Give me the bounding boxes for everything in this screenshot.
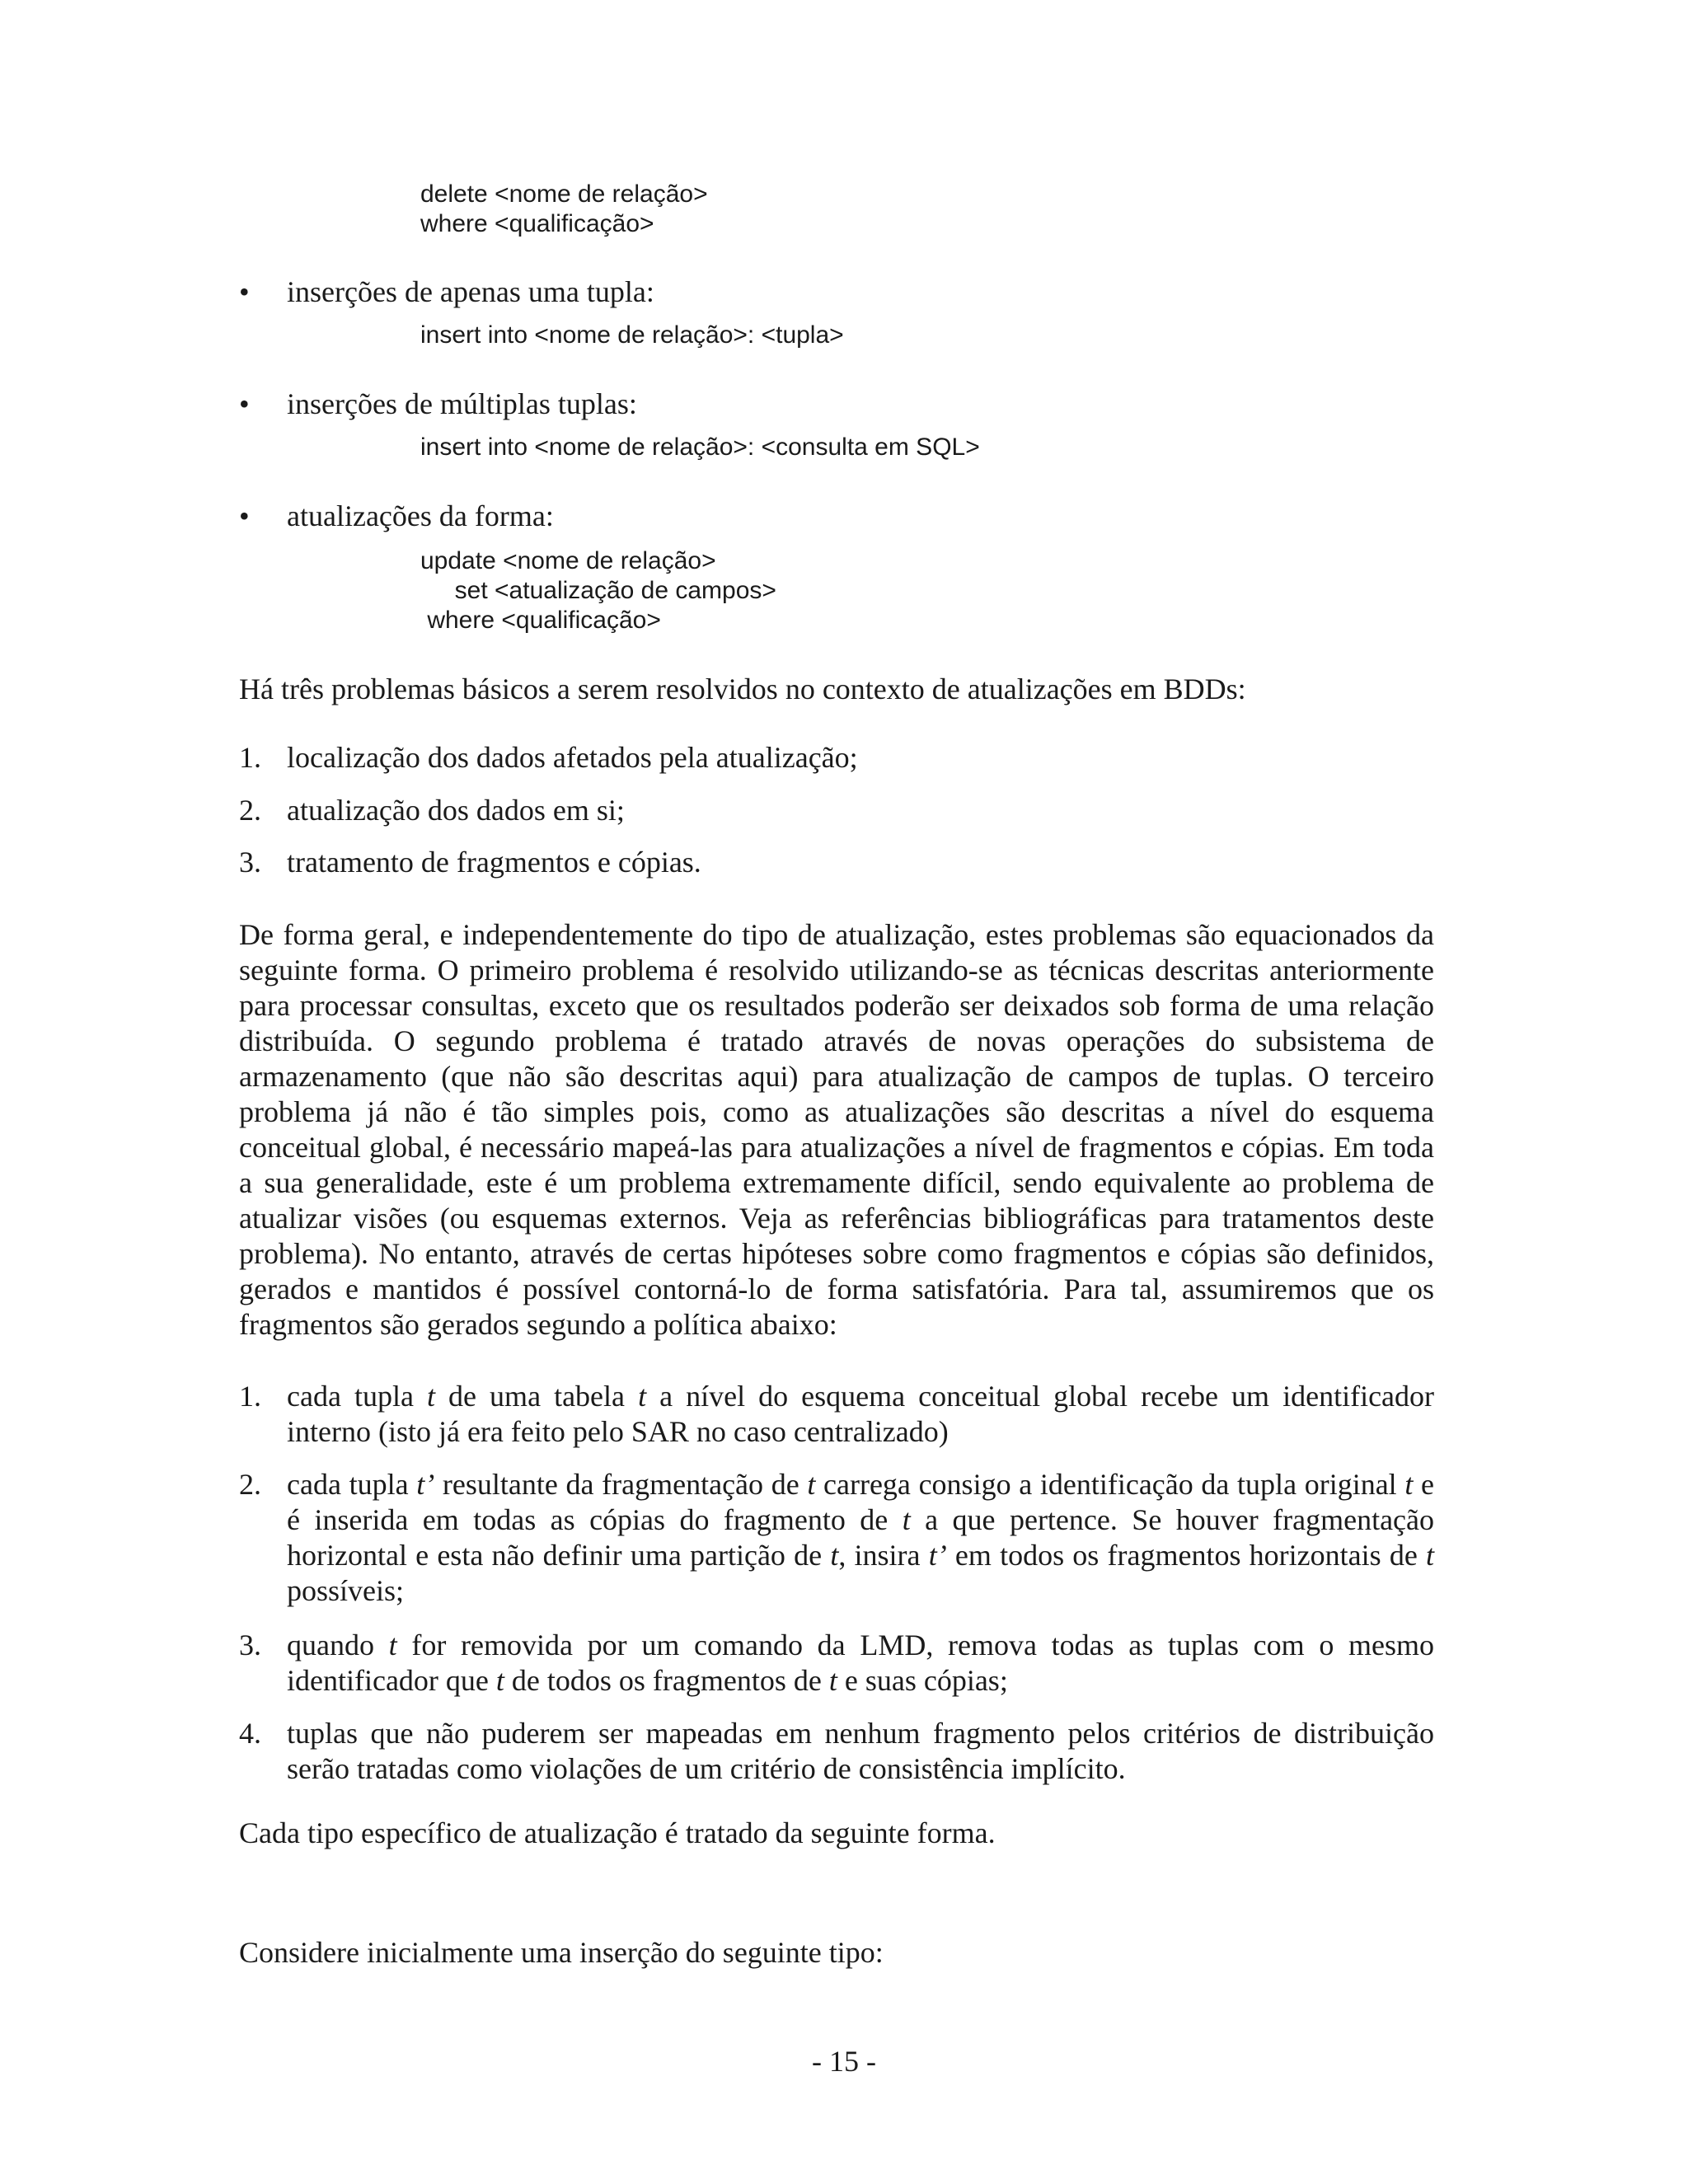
policy-text [287,1628,1434,1699]
text-run: tuplas que não puderem ser mapeadas em nenhum fragmento pelos critérios de distribuição serão tratadas como violações de um critério de consistência implícito. [287,1717,1434,1785]
policy-text [287,1467,1434,1609]
update-code-block: update <nome de relação> set <atualização de campos> where <qualificação> [420,547,776,634]
text-run: e é inserida em todas as cópias do fragmento de [287,1468,1434,1536]
delete-code-block: delete <nome de relação> where <qualificação> [420,180,708,237]
problem-item [239,793,1434,828]
text-run: cada tupla [287,1380,427,1413]
problem-number: 3. [239,846,261,879]
bullet-symbol: • [239,275,250,308]
text-run: for removida por um comando da LMD, remova todas as tuplas com o mesmo identificador que [287,1629,1434,1697]
text-run: quando [287,1629,389,1661]
problem-text: atualização dos dados em si; [287,794,625,827]
text-run: possíveis; [287,1574,405,1607]
bullet-item-multi-insert [239,387,1459,422]
text-run: cada tupla [287,1468,417,1501]
problem-item [239,740,1434,776]
policy-text [287,1716,1434,1787]
text-run: , insira [838,1539,929,1572]
insert-multi-code: insert into <nome de relação>: <consulta em SQL> [420,434,980,461]
variable-symbol: t [638,1380,647,1413]
closing-paragraph-1: Cada tipo específico de atualização é tratado da seguinte forma. [239,1816,996,1849]
variable-symbol: t [902,1503,911,1536]
problem-text: localização dos dados afetados pela atualização; [287,741,858,774]
text-run: em todos os fragmentos horizontais de [946,1539,1426,1572]
problems-intro: Há três problemas básicos a serem resolvidos no contexto de atualizações em BDDs: [239,673,1246,705]
bullet-item-label: atualizações da forma: [287,499,554,532]
variable-symbol: t [1404,1468,1414,1501]
variable-symbol: t [427,1380,436,1413]
bullet-item-label: inserções de apenas uma tupla: [287,275,654,308]
policy-text [287,1379,1434,1450]
closing-paragraph-2: Considere inicialmente uma inserção do seguinte tipo: [239,1936,884,1969]
policy-number: 1. [239,1380,261,1413]
variable-symbol: t [830,1539,839,1572]
variable-symbol: t’ [928,1539,947,1572]
bullet-item-label: inserções de múltiplas tuplas: [287,387,637,420]
text-run: de uma tabela [435,1380,639,1413]
variable-symbol: t [1426,1539,1435,1572]
insert-single-code: insert into <nome de relação>: <tupla> [420,321,844,349]
page-number: - 15 - [812,2045,876,2078]
variable-symbol: t [807,1468,816,1501]
variable-symbol: t’ [416,1468,435,1501]
text-run: carrega consigo a identificação da tupla original [815,1468,1405,1501]
text-run: e suas cópias; [837,1664,1008,1697]
variable-symbol: t [495,1664,504,1697]
bullet-symbol: • [239,499,250,532]
policy-number: 2. [239,1468,261,1501]
text-run: resultante da fragmentação de [434,1468,808,1501]
variable-symbol: t [388,1629,397,1661]
problem-item [239,845,1434,880]
bullet-item-single-insert [239,274,1459,310]
text-run: a nível do esquema conceitual global recebe um identificador interno (isto já era feito pelo SAR no caso centralizado) [287,1380,1435,1448]
bullet-item-update [239,499,1459,534]
variable-symbol: t [828,1664,837,1697]
policy-number: 4. [239,1717,261,1750]
problem-number: 1. [239,741,261,774]
problem-number: 2. [239,794,261,827]
policy-number: 3. [239,1629,261,1661]
problem-text: tratamento de fragmentos e cópias. [287,846,701,879]
bullet-symbol: • [239,387,250,420]
main-paragraph: De forma geral, e independentemente do tipo de atualização, estes problemas são equacionados da seguinte forma. O primeiro problema é resolvido utilizando-se as técnicas descritas anteriormente para processar consultas, exceto que os resultados poderão ser deixados sob forma de uma relação distribuída. O segundo problema é tratado através de novas operações do subsistema de armazenamento (que não são descritas aqui) para atualização de campos de tuplas. O terceiro problema já não é tão simples pois, como as atualizações são descritas a nível do esquema conceitual global, é necessário mapeá-las para atualizações a nível de fragmentos e cópias. Em toda a sua generalidade, este é um problema extremamente difícil, sendo equivalente ao problema de atualizar visões (ou esquemas externos. Veja as referências bibliográficas para tratamentos deste problema). No entanto, através de certas hipóteses sobre como fragmentos e cópias são definidos, gerados e mantidos é possível contorná-lo de forma satisfatória. Para tal, assumiremos que os fragmentos são gerados segundo a política abaixo: [239,918,1434,1341]
text-run: a que pertence. Se houver fragmentação horizontal e esta não definir uma partição de [287,1503,1435,1572]
text-run: de todos os fragmentos de [504,1664,829,1697]
